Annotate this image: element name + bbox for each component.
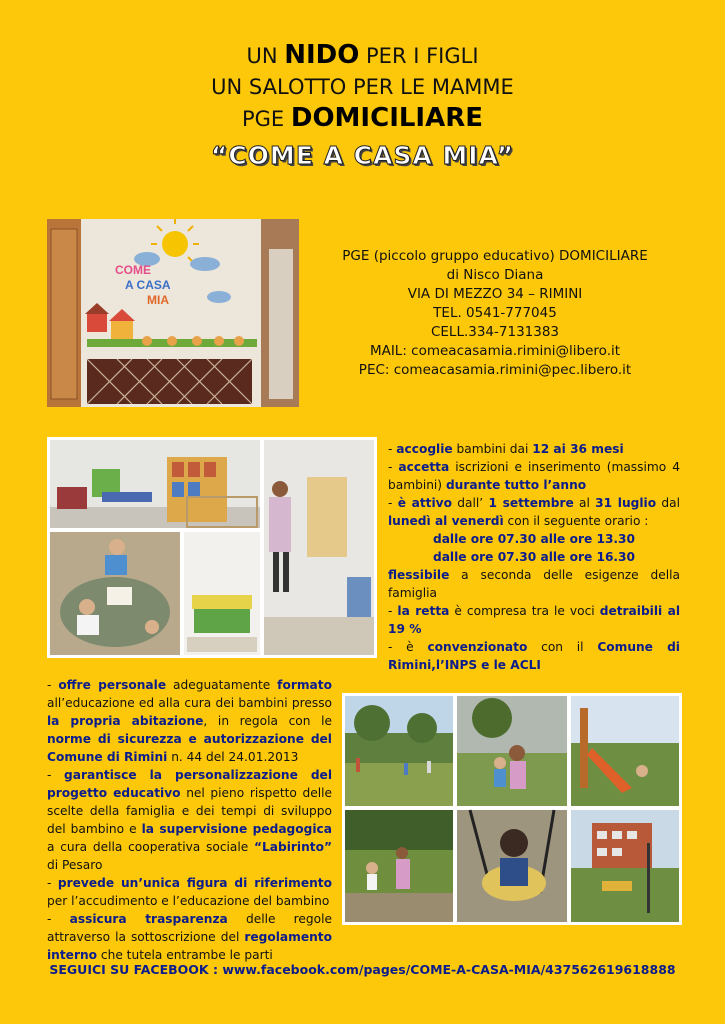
contact-mail[interactable]: MAIL: comeacasamia.rimini@libero.it <box>369 343 621 359</box>
features-list <box>47 676 332 964</box>
wall-sign-line-2: A CASA <box>125 278 171 292</box>
item-figura: - prevede un’unica figura di riferimento per l’accudimento e l’educazione del bambino <box>47 876 332 908</box>
item-accoglie: - accoglie bambini dai 12 ai 36 mesi <box>388 442 624 456</box>
services-list <box>388 440 680 674</box>
contact-info <box>330 247 660 380</box>
title-block <box>0 40 725 170</box>
contact-cell: CELL.334-7131383 <box>430 324 560 340</box>
item-attivo: - è attivo dall’ 1 settembre al 31 luglio dal lunedì al venerdì con il seguente orario : <box>388 496 680 528</box>
facebook-footer: SEGUICI SU FACEBOOK : www.facebook.com/pages/COME-A-CASA-MIA/437562619618888 <box>49 962 676 977</box>
item-flessibile: flessibile a seconda delle esigenze della famiglia <box>388 568 680 600</box>
facebook-label: SEGUICI SU FACEBOOK <box>49 962 209 977</box>
hours-1: dalle ore 07.30 alle ore 13.30 <box>432 532 636 546</box>
wall-sign-line-1: COME <box>115 263 151 277</box>
wall-mural-photo <box>47 219 299 407</box>
contact-pec[interactable]: PEC: comeacasamia.rimini@pec.libero.it <box>358 362 632 378</box>
contact-address: VIA DI MEZZO 34 – RIMINI <box>407 286 583 302</box>
item-progetto: - garantisce la personalizzazione del progetto educativo nel pieno rispetto delle scelte della famiglia e dei tempi di sviluppo del bambino e la supervisione pedagogica a cura della cooperativa sociale “Labirinto” di Pesaro <box>47 768 333 872</box>
garden-collage-photo <box>342 693 682 925</box>
item-personale: - offre personale adeguatamente formato all’educazione ed alla cura dei bambini presso la propria abitazione, in regola con le norme di sicurezza e autorizzazione del Comune di Rimini n. 44 del 24.01.2013 <box>47 678 332 764</box>
item-retta: - la retta è compresa tra le voci detraibili al 19 % <box>388 604 680 636</box>
item-convenzionato: - è convenzionato con il Comune di Rimini,l’INPS e le ACLI <box>388 640 680 672</box>
title-line-3: PGE DOMICILIARE <box>241 103 484 133</box>
title-line-2: UN SALOTTO PER LE MAMME <box>211 75 514 99</box>
hours-2: dalle ore 07.30 alle ore 16.30 <box>432 550 636 564</box>
wall-sign-line-3: MIA <box>147 293 169 307</box>
item-trasparenza: - assicura trasparenza delle regole attraverso la sottoscrizione del regolamento interno che tutela entrambe le parti <box>47 912 332 962</box>
contact-line-2: di Nisco Diana <box>446 267 544 283</box>
title-line-1: UN NIDO PER I FIGLI <box>246 40 479 70</box>
main-title: “COME A CASA MIA” <box>210 141 515 170</box>
contact-phone: TEL. 0541-777045 <box>433 305 557 321</box>
item-accetta: - accetta iscrizioni e inserimento (massimo 4 bambini) durante tutto l’anno <box>388 460 680 492</box>
contact-line-1: PGE (piccolo gruppo educativo) DOMICILIARE <box>342 248 648 264</box>
interior-collage-photo <box>47 437 377 658</box>
facebook-url[interactable]: www.facebook.com/pages/COME-A-CASA-MIA/437562619618888 <box>222 962 676 977</box>
